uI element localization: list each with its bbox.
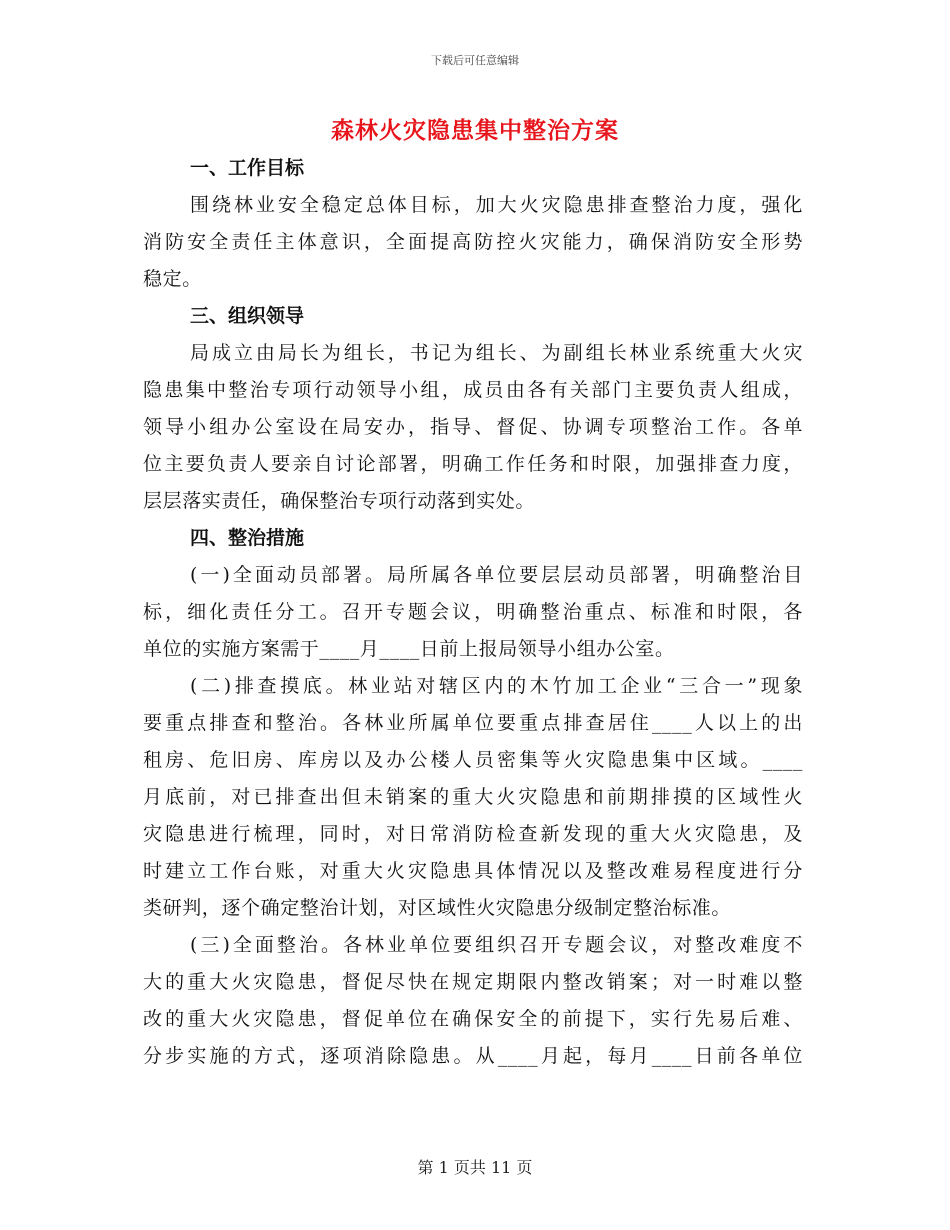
paragraph-measure-1 [143, 557, 803, 668]
text-line: 消防安全责任主体意识，全面提高防控火灾能力，确保消防安全形势 [143, 231, 803, 253]
section-heading-organization: 三、组织领导 [190, 305, 305, 327]
text-line: 领导小组办公室设在局安办，指导、督促、协调专项整治工作。各单 [143, 416, 803, 438]
section-heading-measures: 四、整治措施 [190, 527, 305, 549]
text-line: (一)全面动员部署。局所属各单位要层层动员部署，明确整治目 [190, 564, 803, 586]
text-line: 围绕林业安全稳定总体目标，加大火灾隐患排查整治力度，强化 [190, 194, 803, 216]
text-line: (二)排查摸底。林业站对辖区内的木竹加工企业“三合一”现象 [190, 675, 803, 697]
text-line: 月底前，对已排查出但未销案的重大火灾隐患和前期排摸的区域性火 [143, 786, 803, 808]
text-line: 层层落实责任，确保整治专项行动落到实处。 [143, 490, 536, 512]
header-note: 下载后可任意编辑 [431, 54, 519, 67]
document-body [143, 150, 803, 1075]
paragraph-measure-3 [143, 927, 803, 1075]
text-line: 时建立工作台账，对重大火灾隐患具体情况以及整改难易程度进行分 [143, 860, 803, 882]
paragraph-measure-2 [143, 668, 803, 927]
page-footer: 第 1 页共 11 页 [417, 1158, 533, 1177]
text-line: 灾隐患进行梳理，同时，对日常消防检查新发现的重大火灾隐患，及 [143, 823, 803, 845]
text-line: 分步实施的方式，逐项消除隐患。从____月起，每月____日前各单位 [143, 1045, 803, 1067]
text-line: 稳定。 [143, 268, 202, 290]
text-line: 改的重大火灾隐患，督促单位在确保安全的前提下，实行先易后难、 [143, 1008, 803, 1030]
document-title: 森林火灾隐患集中整治方案 [331, 117, 619, 144]
text-line: 类研判，逐个确定整治计划，对区域性火灾隐患分级制定整治标准。 [143, 897, 732, 919]
text-line: 要重点排查和整治。各林业所属单位要重点排查居住____人以上的出 [143, 712, 803, 734]
paragraph-goals [143, 187, 803, 298]
section-heading-goals: 一、工作目标 [190, 157, 305, 179]
text-line: 位主要负责人要亲自讨论部署，明确工作任务和时限，加强排查力度， [143, 453, 803, 475]
text-line: (三)全面整治。各林业单位要组织召开专题会议，对整改难度不 [190, 934, 803, 956]
text-line: 隐患集中整治专项行动领导小组，成员由各有关部门主要负责人组成， [143, 379, 803, 401]
paragraph-organization [143, 335, 803, 520]
text-line: 大的重大火灾隐患，督促尽快在规定期限内整改销案；对一时难以整 [143, 971, 803, 993]
text-line: 单位的实施方案需于____月____日前上报局领导小组办公室。 [143, 638, 675, 660]
text-line: 局成立由局长为组长，书记为组长、为副组长林业系统重大火灾 [190, 342, 803, 364]
text-line: 租房、危旧房、库房以及办公楼人员密集等火灾隐患集中区域。____ [143, 749, 803, 771]
text-line: 标，细化责任分工。召开专题会议，明确整治重点、标准和时限，各 [143, 601, 803, 623]
